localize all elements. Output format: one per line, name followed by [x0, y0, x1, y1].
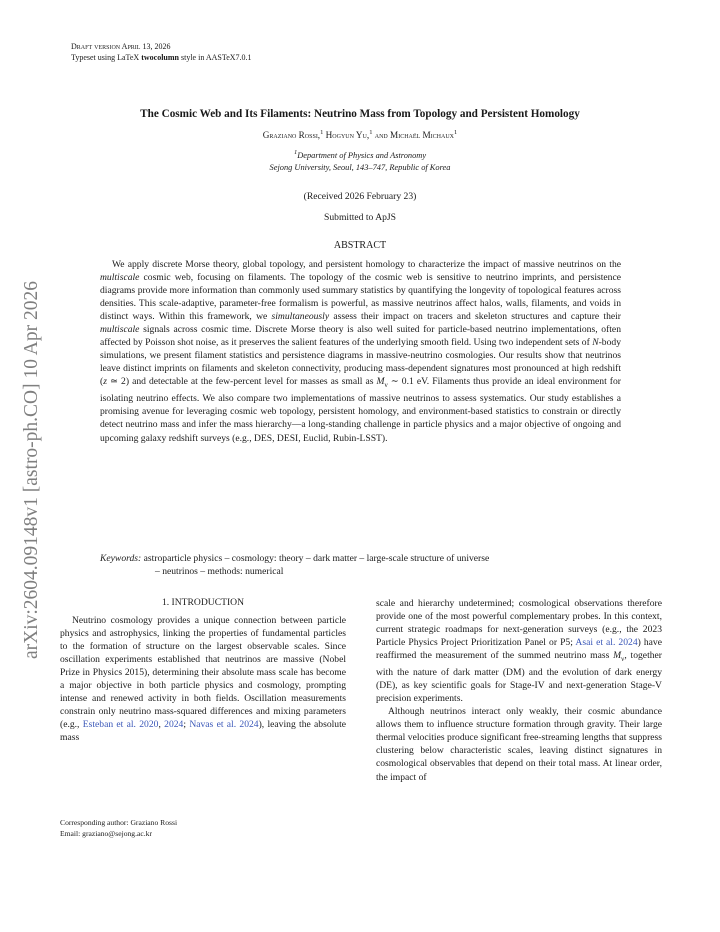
- text-run: Although neutrinos interact only weakly, their cosmic abundance allows them to influence structure formation through gravity. Their large thermal velocities produce significant free-streaming lengths that suppress clustering below characteristic scales, leaving distinct signatures in cosmological observables that depend on their total mass. At linear order, the impact of: [376, 706, 662, 783]
- emphasis: multiscale: [100, 272, 140, 284]
- math-subscript: ν: [384, 381, 388, 390]
- text-run: scale and hierarchy undetermined; cosmological observations therefore provide one of the most powerful complementary probes. In this context, current strategic roadmaps for next-generation surveys (e.g., the 2023 Particle Physics Project Prioritization Panel or P5;: [376, 598, 662, 649]
- text-run: ≃ 2) and detectable at the few-percent level for masses as small as: [106, 376, 377, 388]
- typeset-line: [71, 53, 252, 64]
- citation-link[interactable]: Navas et al. 2024: [189, 719, 259, 731]
- typeset-suffix: style in AASTeX7.0.1: [178, 52, 252, 62]
- affiliation-department: Department of Physics and Astronomy: [297, 151, 427, 160]
- affiliation-address: Sejong University, Seoul, 143–747, Republic of Korea: [269, 163, 451, 172]
- text-run: ,: [158, 719, 165, 731]
- typeset-style: twocolumn: [141, 52, 179, 62]
- text-run: ∼ 0.1 eV. Filaments thus provide an ideal environment for isolating neutrino effects. We also compare two implementations of massive neutrinos to assess systematics. Our study establishes a promising avenue for leveraging cosmic web topology, persistent homology, and environment-based statistics to constrain or directly detect neutrino mass and infer the mass hierarchy—a long-standing challenge in particle physics and a major objective of ongoing and upcoming galaxy redshift surveys (e.g., DES, DESI, Euclid, Rubin-LSST).: [100, 376, 621, 444]
- arxiv-stamp: arXiv:2604.09148v1 [astro-ph.CO] 10 Apr 2026: [21, 280, 42, 660]
- author-affiliation-mark: 1: [320, 128, 324, 136]
- emphasis: M: [613, 650, 622, 662]
- keywords-label: Keywords:: [100, 553, 142, 564]
- emphasis: N: [592, 337, 599, 349]
- draft-version-line: Draft version April 13, 2026: [71, 42, 171, 51]
- author-affiliation-mark: 1: [454, 128, 458, 136]
- citation-link[interactable]: Esteban et al. 2020: [82, 719, 159, 731]
- citation-link[interactable]: Asai et al. 2024: [575, 637, 638, 649]
- abstract-heading: ABSTRACT: [333, 240, 387, 251]
- text-run: assess their impact on tracers and skeleton structures and capture their: [329, 311, 621, 323]
- received-date: (Received 2026 February 23): [303, 191, 417, 202]
- paragraph: [376, 597, 662, 705]
- math-subscript: ν: [621, 655, 625, 664]
- keywords-line-2: – neutrinos – methods: numerical: [155, 566, 284, 577]
- author-list: [60, 130, 660, 140]
- text-run: ), leaving the absolute mass: [60, 719, 347, 744]
- keywords: [100, 552, 621, 578]
- latex-logo: LaTeX: [117, 52, 140, 62]
- abstract-text: [100, 258, 621, 445]
- text-run: ) have reaffirmed the measurement of the summed neutrino mass: [376, 637, 662, 662]
- emphasis: z: [103, 376, 107, 388]
- corresponding-author-footnote: [60, 817, 177, 839]
- draft-header: [71, 42, 252, 63]
- paper-title: The Cosmic Web and Its Filaments: Neutrino Mass from Topology and Persistent Homology: [140, 108, 580, 120]
- emphasis: simultaneously: [271, 311, 330, 323]
- emphasis: multiscale: [100, 324, 140, 336]
- citation-link[interactable]: 2024: [164, 719, 184, 731]
- author-email: Email: graziano@sejong.ac.kr: [60, 829, 152, 838]
- section-heading: 1. INTRODUCTION: [161, 597, 245, 608]
- text-run: signals across cosmic time. Discrete Morse theory is also well suited for particle-based neutrino implementations, often affected by Poisson shot noise, as it preserves the salient features of the underlying smooth field. Using two independent sets of: [100, 324, 621, 349]
- author-name: and Michaël Michaux: [374, 130, 454, 140]
- submitted-journal: Submitted to ApJS: [324, 212, 396, 223]
- affiliation-number: 1: [293, 149, 298, 157]
- paragraph: [376, 705, 662, 783]
- text-run: We apply discrete Morse theory, global topology, and persistent homology to characterize the impact of massive neutrinos on the: [112, 259, 621, 270]
- intro-right-column: [376, 597, 662, 784]
- text-run: , together with the nature of dark matter (DM) and the evolution of dark energy (DE), as key scientific goals for Stage-IV and next-generation Stage-V precision experiments.: [376, 650, 662, 705]
- author-name: Hogyun Yu,: [325, 130, 370, 140]
- corresponding-author: Corresponding author: Graziano Rossi: [60, 818, 178, 827]
- intro-left-column: [60, 614, 346, 744]
- typeset-prefix: Typeset using: [71, 52, 118, 62]
- text-run: -body simulations, we present filament statistics and persistence diagrams in massive-neutrino cosmologies. Our results show that neutrinos leave distinct imprints on filaments and skeleton connectivity, producing mass-dependent signatures most pronounced at high redshift (: [100, 337, 621, 388]
- affiliation: [60, 150, 660, 174]
- author-affiliation-mark: 1: [369, 128, 373, 136]
- keywords-line-1: astroparticle physics – cosmology: theory – dark matter – large-scale structure of universe: [141, 553, 490, 564]
- text-run: Neutrino cosmology provides a unique connection between particle physics and astrophysics, linking the properties of fundamental particles to the formation of structure on the largest observable scales. Since oscillation experiments established that neutrinos are massive (Nobel Prize in Physics 2015), determining their absolute mass scale has become a major objective in both particle physics and cosmology, prompting intense and renewed activity in both fields. Oscillation measurements constrain only neutrino mass-squared differences and mixing parameters (e.g.,: [60, 615, 346, 731]
- emphasis: M: [376, 376, 385, 388]
- text-run: ;: [183, 719, 190, 731]
- text-run: cosmic web, focusing on filaments. The topology of the cosmic web is sensitive to neutrino imprints, and persistence diagrams provide more information than commonly used summary statistics by quantifying the longevity of topological features across densities. This scale-adaptive, parameter-free formalism is powerful, as massive neutrinos affect halos, walls, filaments, and voids in distinct ways. Within this framework, we: [100, 272, 621, 323]
- author-name: Graziano Rossi,: [262, 130, 321, 140]
